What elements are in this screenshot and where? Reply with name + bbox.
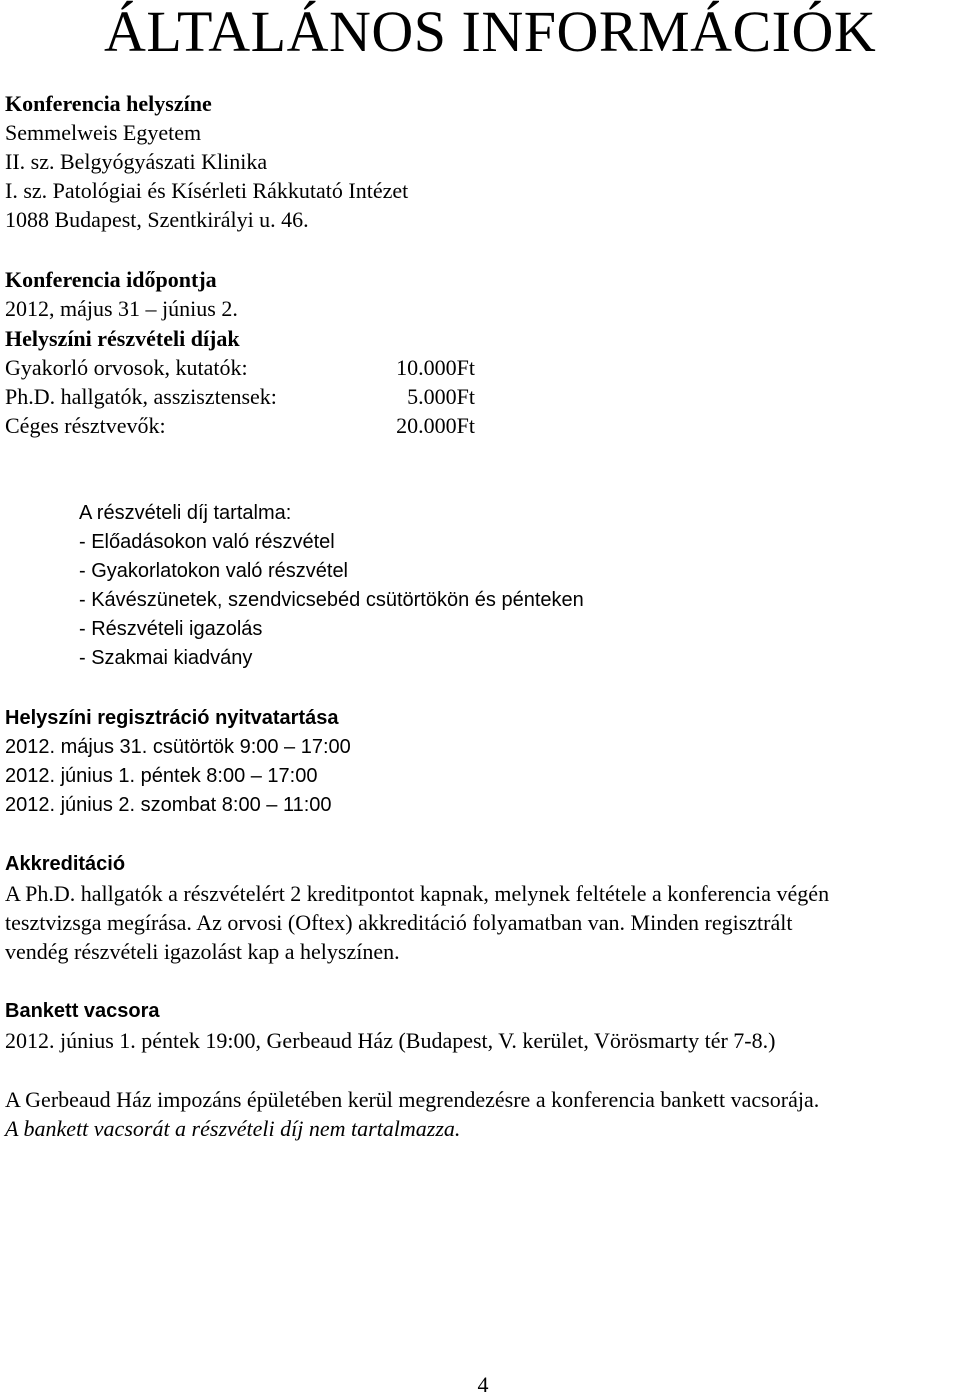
fee-label: Gyakorló orvosok, kutatók: [5, 355, 248, 380]
banquet-description: A Gerbeaud Ház impozáns épületében kerül megrendezésre a konferencia bankett vacsorája. [5, 1087, 820, 1112]
venue-line: I. sz. Patológiai és Kísérleti Rákkutató Intézet [5, 178, 409, 203]
accreditation-heading: Akkreditáció [5, 853, 126, 875]
banquet-heading-block [5, 997, 160, 1026]
fee-includes-item: - Kávészünetek, szendvicsebéd csütörtökön és pénteken [79, 589, 584, 611]
banquet-note: A bankett vacsorát a részvételi díj nem tartalmazza. [5, 1116, 461, 1141]
banquet-when: 2012. június 1. péntek 19:00, Gerbeaud Ház (Budapest, V. kerület, Vörösmarty tér 7-8.) [5, 1028, 776, 1053]
registration-heading: Helyszíni regisztráció nyitvatartása [5, 707, 339, 729]
fee-includes-item: - Szakmai kiadvány [79, 647, 253, 669]
accreditation-line: vendég részvételi igazolást kap a helyszínen. [5, 939, 400, 964]
fees-section [5, 324, 475, 440]
accreditation-heading-block [5, 850, 125, 879]
registration-line: 2012. június 2. szombat 8:00 – 11:00 [5, 794, 332, 816]
fee-includes-section [79, 499, 584, 673]
accreditation-line: tesztvizsga megírása. Az orvosi (Oftex) akkreditáció folyamatban van. Minden regisztrált [5, 910, 793, 935]
banquet-description-block [5, 1085, 960, 1143]
venue-line: 1088 Budapest, Szentkirályi u. 46. [5, 207, 309, 232]
venue-line: II. sz. Belgyógyászati Klinika [5, 149, 268, 174]
fee-amount: 5.000Ft [407, 384, 475, 409]
banquet-when-block [5, 1026, 960, 1055]
fee-includes-item: - Részvételi igazolás [79, 618, 263, 640]
fee-includes-item: - Előadásokon való részvétel [79, 531, 335, 553]
date-section [5, 265, 238, 323]
fee-label: Ph.D. hallgatók, asszisztensek: [5, 384, 277, 409]
fee-row [5, 411, 475, 440]
date-heading: Konferencia időpontja [5, 267, 217, 292]
accreditation-text [5, 879, 960, 966]
venue-heading: Konferencia helyszíne [5, 91, 212, 116]
fee-includes-intro: A részvételi díj tartalma: [79, 502, 292, 524]
fee-amount: 20.000Ft [396, 413, 475, 438]
registration-line: 2012. május 31. csütörtök 9:00 – 17:00 [5, 736, 351, 758]
venue-section [5, 89, 408, 234]
banquet-heading: Bankett vacsora [5, 1000, 160, 1022]
registration-section [5, 704, 351, 820]
accreditation-line: A Ph.D. hallgatók a részvételért 2 kreditpontot kapnak, melynek feltétele a konferencia végén [5, 881, 830, 906]
page-number: 4 [477, 1372, 489, 1397]
date-value: 2012, május 31 – június 2. [5, 296, 238, 321]
venue-line: Semmelweis Egyetem [5, 120, 202, 145]
page-title: ÁLTALÁNOS INFORMÁCIÓK [104, 0, 877, 64]
fee-label: Céges résztvevők: [5, 413, 166, 438]
fees-heading: Helyszíni részvételi díjak [5, 326, 240, 351]
fee-row [5, 382, 475, 411]
fee-amount: 10.000Ft [396, 355, 475, 380]
fee-row [5, 353, 475, 382]
registration-line: 2012. június 1. péntek 8:00 – 17:00 [5, 765, 318, 787]
fee-includes-item: - Gyakorlatokon való részvétel [79, 560, 349, 582]
